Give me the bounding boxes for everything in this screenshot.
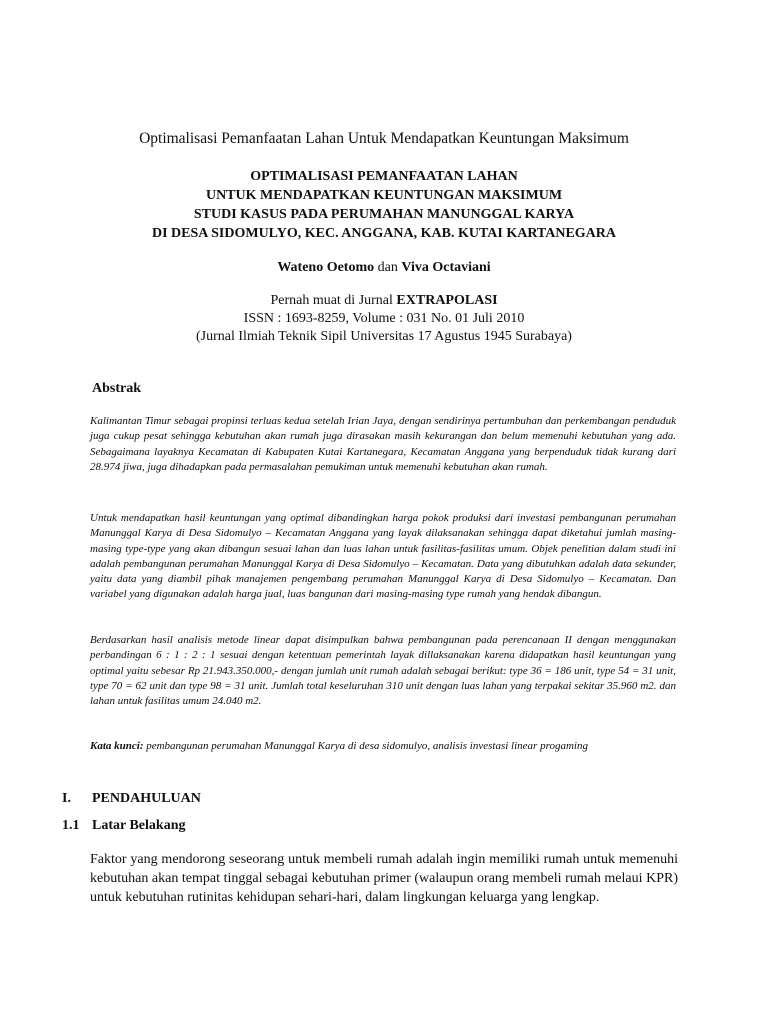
author-name: Viva Octaviani xyxy=(401,260,491,275)
paper-title xyxy=(0,167,768,243)
subsection-title: Latar Belakang xyxy=(92,818,186,833)
abstract-heading: Abstrak xyxy=(92,381,142,396)
title-line: OPTIMALISASI PEMANFAATAN LAHAN xyxy=(250,169,518,184)
publication-info xyxy=(0,292,768,346)
section-number: I. xyxy=(62,791,71,806)
running-title: Optimalisasi Pemanfaatan Lahan Untuk Mendapatkan Keuntungan Maksimum xyxy=(139,130,629,147)
author-connector: dan xyxy=(377,260,398,275)
title-line: STUDI KASUS PADA PERUMAHAN MANUNGGAL KARYA xyxy=(193,207,575,222)
authors-line xyxy=(0,260,768,276)
abstract-paragraph: Kalimantan Timur sebagai propinsi terluas kedua setelah Irian Jaya, dengan sendirinya pertumbuhan dan perkembangan penduduk juga cukup pesat sehingga kebutuhan akan rumah juga dirasakan masih kekurangan dan belum memenuhi kebutuhan yang ada. Sebagaimana layaknya Kecamatan di Kabupaten Kutai Kartanegara, Kecamatan Anggana yang berpenduduk tidak kurang dari 28.974 jiwa, juga dihadapkan pada permasalahan pemukiman untuk memenuhi kebutuhan akan rumah. xyxy=(90,415,676,473)
title-line: UNTUK MENDAPATKAN KEUNTUNGAN MAKSIMUM xyxy=(205,188,563,203)
title-line: DI DESA SIDOMULYO, KEC. ANGGANA, KAB. KUTAI KARTANEGARA xyxy=(151,226,617,241)
issn-line: ISSN : 1693-8259, Volume : 031 No. 01 Juli 2010 xyxy=(243,311,525,326)
keywords-line xyxy=(90,740,676,752)
institution-line: (Jurnal Ilmiah Teknik Sipil Universitas 17 Agustus 1945 Surabaya) xyxy=(196,329,572,344)
keywords-label: Kata kunci: xyxy=(90,740,144,752)
subsection-number: 1.1 xyxy=(62,818,80,833)
body-paragraph: Faktor yang mendorong seseorang untuk membeli rumah adalah ingin memiliki rumah untuk memenuhi kebutuhan akan tempat tinggal sebagai kebutuhan primer (walaupun orang membeli rumah melaui KPR) untuk kebutuhan rutinitas kehidupan sehari-hari, dalam lingkungan keluarga yang lengkap. xyxy=(90,852,678,905)
publication-journal-line xyxy=(0,292,768,310)
section-heading xyxy=(62,791,201,807)
abstract-paragraph: Untuk mendapatkan hasil keuntungan yang optimal dibandingkan harga pokok produksi dari investasi pembangunan perumahan Manunggal Karya di Desa Sidomulyo – Kecamatan Anggana yang layak dilaksanakan sehingga dapat diketahui jumlah masing-masing type-type yang akan dibangun sesuai lahan dan luas lahan untuk fasilitas-fasilitas umum. Objek penelitian dalam studi ini adalah pembangunan perumahan Manunggal Karya di Desa Sidomulyo – Kecamatan. Data yang dibutuhkan adalah data sekunder, yaitu data yang diambil pihak manajemen pengembang perumahan Manunggal Karya di Desa Sidomulyo – Kecamatan. Dan variabel yang digunakan adalah harga jual, luas bangunan dari masing-masing type rumah yang hendak dibangun. xyxy=(90,512,676,601)
keywords-text: pembangunan perumahan Manunggal Karya di desa sidomulyo, analisis investasi linear progaming xyxy=(146,740,588,752)
author-name: Wateno Oetomo xyxy=(277,260,375,275)
publication-prefix: Pernah muat di Jurnal xyxy=(270,293,393,308)
abstract-paragraph: Berdasarkan hasil analisis metode linear dapat disimpulkan bahwa pembangunan pada perencanaan II dengan menggunakan perbandingan 6 : 1 : 2 : 1 sesuai dengan ketentuan pemerintah layak dillaksanakan karena didapatkan hasil keuntungan yang optimal yaitu sebesar Rp 21.943.350.000,- dengan jumlah unit rumah adalah sebagai berikut: type 36 = 186 unit, type 54 = 31 unit, type 70 = 62 unit dan type 98 = 31 unit. Jumlah total keseluruhan 310 unit dengan luas lahan yang terpakai sekitar 35.960 m2. dan lahan untuk fasilitas umum 24.040 m2. xyxy=(90,634,676,708)
subsection-heading xyxy=(62,818,185,834)
journal-name: EXTRAPOLASI xyxy=(396,293,498,308)
section-title: PENDAHULUAN xyxy=(92,791,201,806)
